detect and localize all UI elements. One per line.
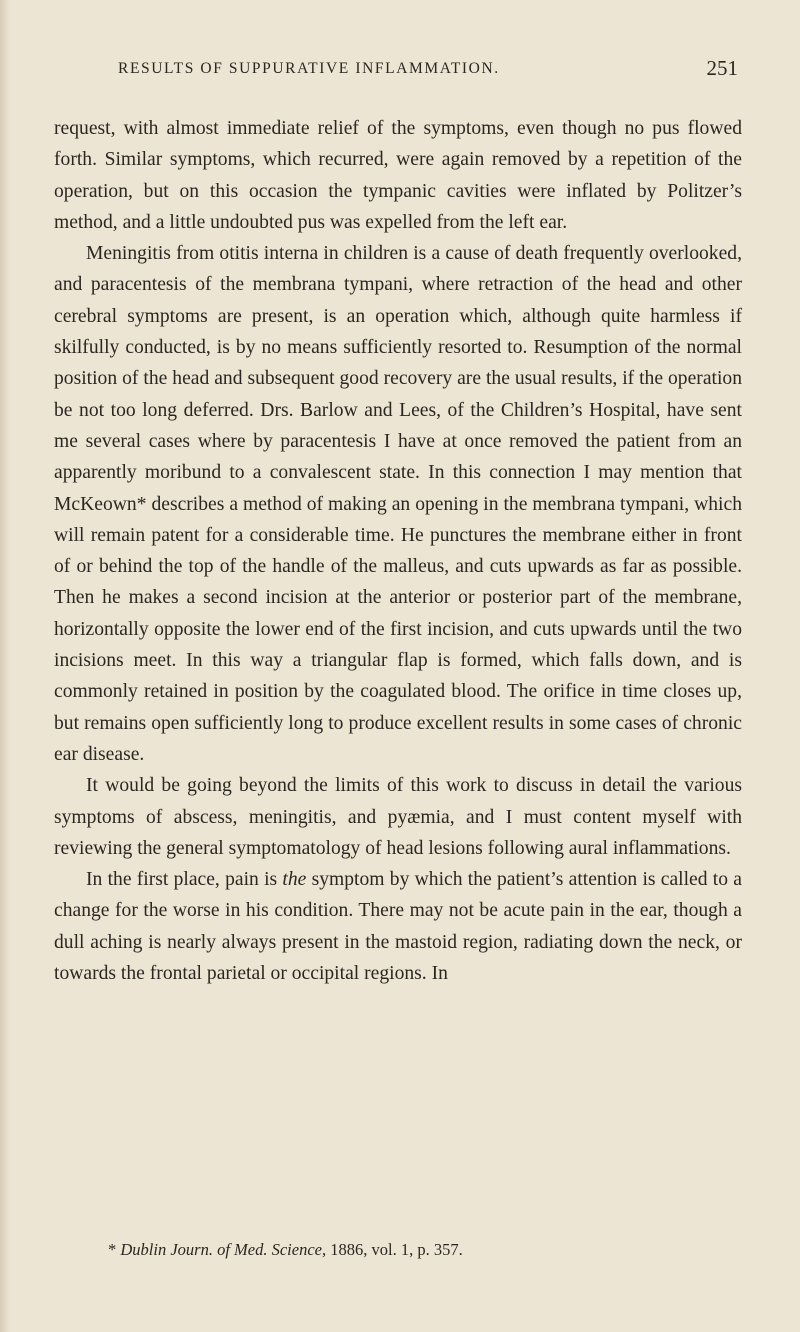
paragraph-pain-start: In the first place, pain is bbox=[86, 869, 283, 891]
paragraph-continued: request, with almost immediate relief of the symptoms, even though no pus flowed forth. Similar symptoms, which recurred, were again removed by a repetition of the operation, but on this occasion the tympanic cavities were inflated by Politzer’s method, and a little undoubted pus was expelled from the left ear. bbox=[54, 118, 742, 233]
paragraph-symptoms-scope: It would be going beyond the limits of this work to discuss in detail the various symptoms of abscess, meningitis, and pyæmia, and I must content myself with reviewing the general symptomatology of head lesions following aural inflammations. bbox=[54, 775, 742, 859]
running-title: RESULTS OF SUPPURATIVE INFLAMMATION. bbox=[118, 60, 500, 77]
body-text bbox=[54, 113, 742, 989]
paragraph-pain-end: symptom by which the patient’s attention is called to a change for the worse in his condition. There may not be acute pain in the ear, though a dull aching is nearly always present in the mastoid region, radiating down the neck, or towards the frontal parietal or occipital regions. In bbox=[54, 869, 742, 985]
running-head bbox=[118, 56, 738, 90]
footnote-journal: Dublin Journ. of Med. Science, bbox=[120, 1240, 327, 1259]
page-gutter-shadow bbox=[0, 0, 10, 1332]
footnote-marker: * bbox=[108, 1240, 117, 1259]
paragraph-meningitis: Meningitis from otitis interna in children is a cause of death frequently overlooked, and paracentesis of the membrana tympani, where retraction of the head and other cerebral symptoms are present, is an operation which, although quite harmless if skilfully conducted, is by no means sufficiently resorted to. Resumption of the normal position of the head and subsequent good recovery are the usual results, if the operation be not too long deferred. Drs. Barlow and Lees, of the Children’s Hospital, have sent me several cases where by paracentesis I have at once removed the patient from an apparently moribund to a convalescent state. In this connection I may mention that McKeown* describes a method of making an opening in the membrana tympani, which will remain patent for a considerable time. He punctures the membrane either in front of or behind the top of the handle of the malleus, and cuts upwards as far as possible. Then he makes a second incision at the anterior or posterior part of the membrane, horizontally opposite the lower end of the first incision, and cuts upwards until the two incisions meet. In this way a triangular flap is formed, which falls down, and is commonly retained in position by the coagulated blood. The orifice in time closes up, but remains open sufficiently long to produce excellent results in some cases of chronic ear disease. bbox=[54, 243, 742, 765]
page-number: 251 bbox=[706, 56, 738, 80]
footnote bbox=[108, 1239, 728, 1261]
paragraph-pain-emphasis: the bbox=[282, 869, 307, 891]
footnote-details: 1886, vol. 1, p. 357. bbox=[330, 1240, 463, 1259]
paragraph-pain bbox=[54, 864, 742, 989]
